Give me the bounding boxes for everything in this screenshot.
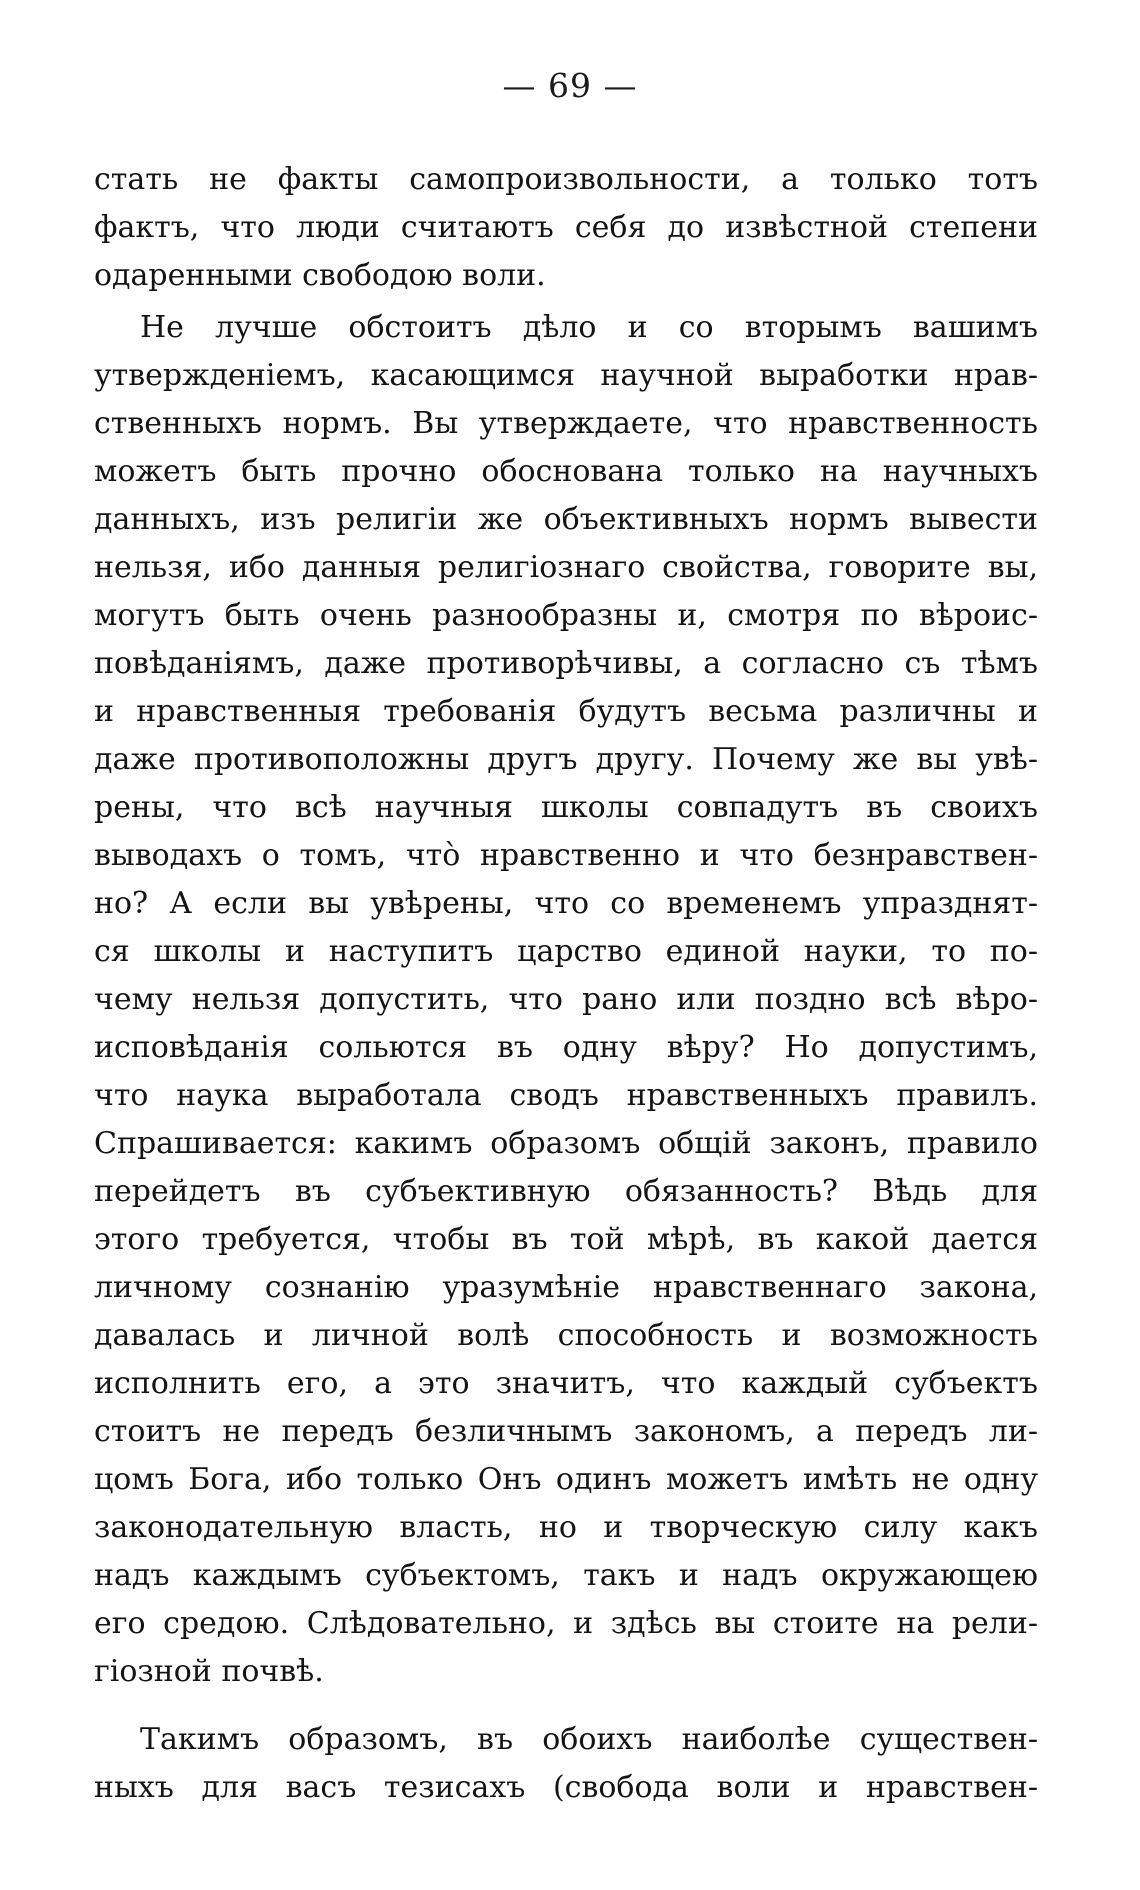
text-line: стоитъ не передъ безличнымъ закономъ, а передъ ли-: [94, 1414, 1038, 1449]
text-line: ныхъ для васъ тезисахъ (свобода воли и нравствен-: [94, 1770, 1038, 1805]
text-line: Такимъ образомъ, въ обоихъ наиболѣе существен-: [140, 1722, 1038, 1757]
text-line: утвержденіемъ, касающимся научной выработки нрав-: [94, 358, 1038, 393]
text-line: данныхъ, изъ религіи же объективныхъ нормъ вывести: [94, 502, 1038, 537]
text-line: могутъ быть очень разнообразны и, смотря по вѣроис-: [94, 598, 1038, 633]
text-line: личному сознанію уразумѣніе нравственнаго закона,: [94, 1270, 1038, 1305]
text-line: повѣданіямъ, даже противорѣчивы, а согласно съ тѣмъ: [94, 646, 1038, 681]
text-line: давалась и личной волѣ способность и возможность: [94, 1318, 1038, 1353]
text-line: его средою. Слѣдовательно, и здѣсь вы стоите на рели-: [94, 1606, 1038, 1641]
text-line: перейдетъ въ субъективную обязанность? Вѣдь для: [94, 1174, 1038, 1209]
page-number: — 69 —: [502, 66, 638, 105]
text-line: одаренными свободою воли.: [94, 258, 546, 293]
text-line: этого требуется, чтобы въ той мѣрѣ, въ какой дается: [94, 1222, 1038, 1257]
text-line: ственныхъ нормъ. Вы утверждаете, что нравственность: [94, 406, 1038, 441]
text-line: даже противоположны другъ другу. Почему же вы увѣ-: [94, 742, 1038, 777]
text-line: чему нельзя допустить, что рано или поздно всѣ вѣро-: [94, 982, 1038, 1017]
text-line: фактъ, что люди считаютъ себя до извѣстной степени: [94, 210, 1038, 245]
text-line: но? А если вы увѣрены, что со временемъ упразднят-: [94, 886, 1038, 921]
text-line: рены, что всѣ научныя школы совпадутъ въ своихъ: [94, 790, 1038, 825]
text-line: исповѣданія сольются въ одну вѣру? Но допустимъ,: [94, 1030, 1038, 1065]
text-line: что наука выработала сводъ нравственныхъ правилъ.: [94, 1078, 1038, 1113]
paragraph-3: [94, 1716, 1038, 1812]
text-line: надъ каждымъ субъектомъ, такъ и надъ окружающею: [94, 1558, 1038, 1593]
text-line: и нравственныя требованія будутъ весьма различны и: [94, 694, 1038, 729]
text-line: законодательную власть, но и творческую силу какъ: [94, 1510, 1038, 1545]
text-line: ся школы и наступитъ царство единой науки, то по-: [94, 934, 1038, 969]
text-line: выводахъ о томъ, что̀ нравственно и что безнравствен-: [94, 838, 1038, 873]
text-line: исполнить его, а это значитъ, что каждый субъектъ: [94, 1366, 1038, 1401]
paragraph-2: [94, 304, 1038, 1696]
text-line: стать не факты самопроизвольности, а только тотъ: [94, 162, 1038, 197]
text-line: цомъ Бога, ибо только Онъ одинъ можетъ имѣть не одну: [94, 1462, 1038, 1497]
paragraph-1: [94, 156, 1038, 300]
text-line: Спрашивается: какимъ образомъ общій законъ, правило: [94, 1126, 1038, 1161]
text-line: можетъ быть прочно обоснована только на научныхъ: [94, 454, 1038, 489]
text-line: гіозной почвѣ.: [94, 1654, 324, 1689]
text-line: Не лучше обстоитъ дѣло и со вторымъ вашимъ: [140, 310, 1038, 345]
text-line: нельзя, ибо данныя религіознаго свойства, говорите вы,: [94, 550, 1038, 585]
